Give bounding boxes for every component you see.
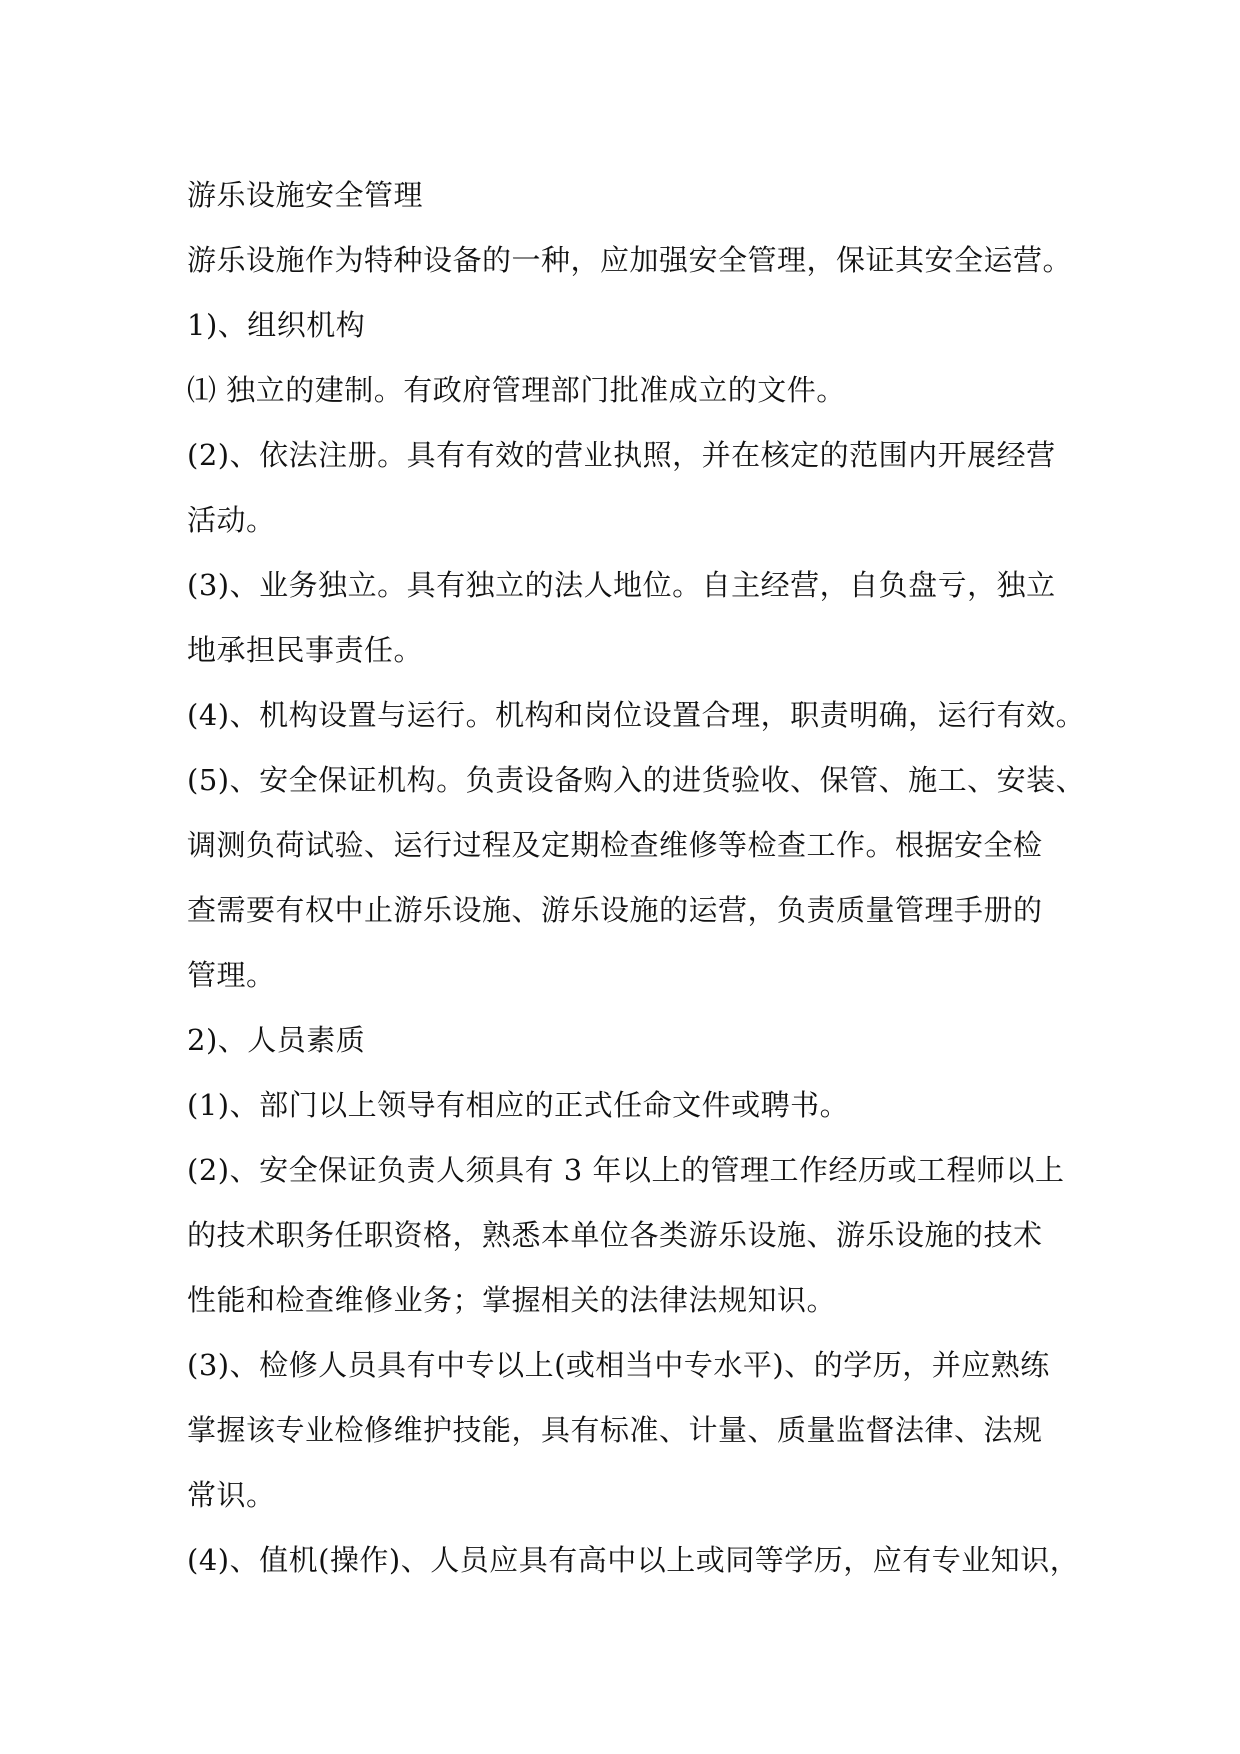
paragraph-line: (2)、依法注册。具有有效的营业执照，并在核定的范围内开展经营: [187, 438, 1056, 472]
document-body: [187, 172, 1086, 1602]
paragraph-line: 管理。: [187, 958, 276, 992]
paragraph-line: 的技术职务任职资格，熟悉本单位各类游乐设施、游乐设施的技术: [187, 1218, 1043, 1252]
section-heading-personnel: 2)、人员素质: [187, 1023, 366, 1057]
paragraph-line: (1)、部门以上领导有相应的正式任命文件或聘书。: [187, 1088, 850, 1122]
paragraph-line: 常识。: [187, 1478, 276, 1512]
intro-paragraph: 游乐设施作为特种设备的一种，应加强安全管理，保证其安全运营。: [187, 243, 1073, 277]
paragraph-line: ⑴ 独立的建制。有政府管理部门批准成立的文件。: [187, 373, 846, 407]
document-title: 游乐设施安全管理: [187, 178, 424, 212]
paragraph-line: 调测负荷试验、运行过程及定期检查维修等检查工作。根据安全检: [187, 828, 1043, 862]
paragraph-line: (3)、检修人员具有中专以上(或相当中专水平)、的学历，并应熟练: [187, 1348, 1050, 1382]
section-heading-organization: 1)、组织机构: [187, 308, 366, 342]
paragraph-line: (4)、值机(操作)、人员应具有高中以上或同等学历，应有专业知识，: [187, 1543, 1080, 1577]
paragraph-line: (5)、安全保证机构。负责设备购入的进货验收、保管、施工、安装、: [187, 763, 1086, 797]
paragraph-line: 活动。: [187, 503, 276, 537]
paragraph-line: (3)、业务独立。具有独立的法人地位。自主经营，自负盘亏，独立: [187, 568, 1056, 602]
paragraph-line: (2)、安全保证负责人须具有 3 年以上的管理工作经历或工程师以上: [187, 1153, 1065, 1187]
paragraph-line: 掌握该专业检修维护技能，具有标准、计量、质量监督法律、法规: [187, 1413, 1043, 1447]
paragraph-line: (4)、机构设置与运行。机构和岗位设置合理，职责明确，运行有效。: [187, 698, 1086, 732]
paragraph-line: 查需要有权中止游乐设施、游乐设施的运营，负责质量管理手册的: [187, 893, 1043, 927]
paragraph-line: 性能和检查维修业务；掌握相关的法律法规知识。: [187, 1283, 837, 1317]
paragraph-line: 地承担民事责任。: [187, 633, 424, 667]
